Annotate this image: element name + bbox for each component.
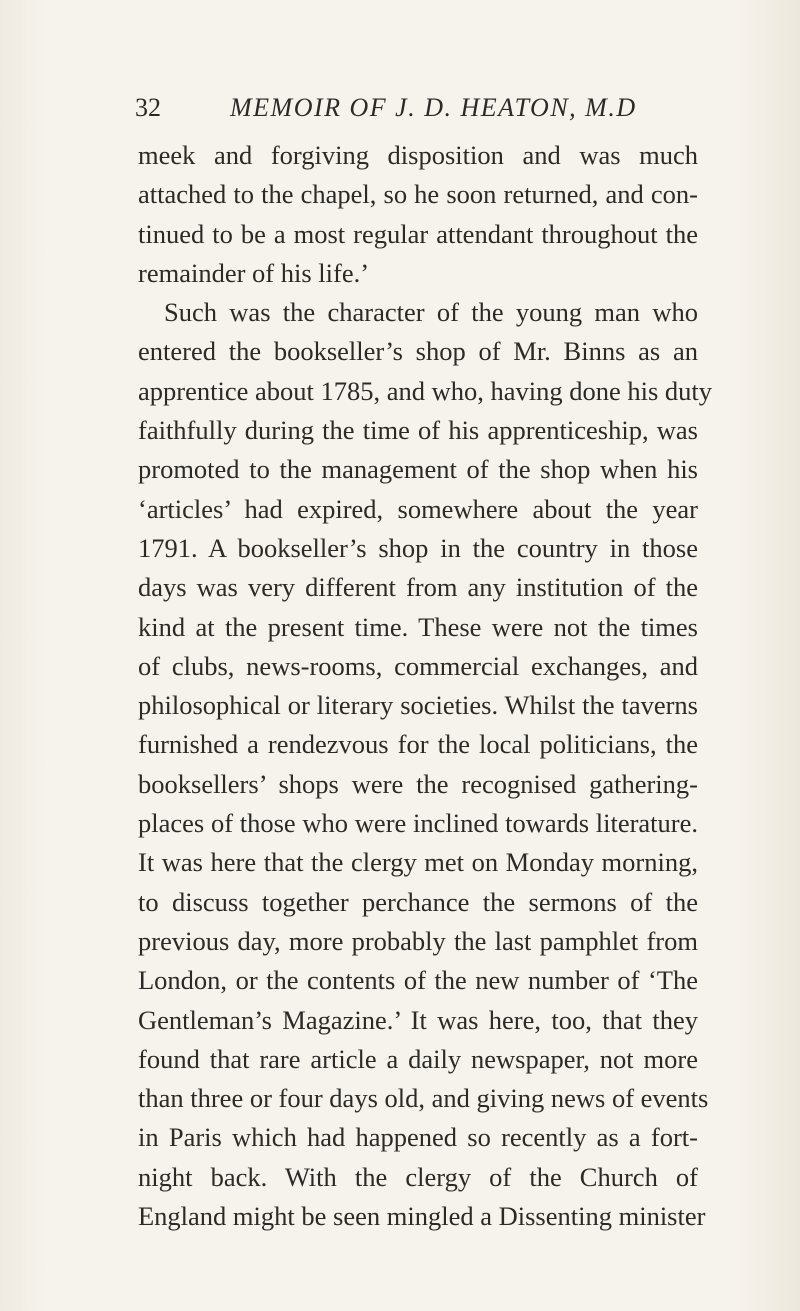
text-line: places of those who were inclined towards literature. bbox=[138, 808, 698, 839]
body-text bbox=[138, 136, 713, 1236]
text-line: booksellers’ shops were the recognised gathering- bbox=[138, 768, 698, 799]
text-line: meek and forgiving disposition and was much bbox=[138, 140, 698, 170]
page-number: 32 bbox=[135, 93, 161, 122]
text-line: kind at the present time. These were not the times bbox=[138, 611, 698, 642]
text-line: days was very different from any institution of the bbox=[138, 572, 698, 603]
text-line: ‘articles’ had expired, somewhere about the year bbox=[138, 493, 698, 524]
text-line: night back. With the clergy of the Church of bbox=[138, 1161, 698, 1192]
text-line: London, or the contents of the new number of ‘The bbox=[138, 965, 698, 996]
text-line: philosophical or literary societies. Whilst the taverns bbox=[138, 690, 698, 721]
text-line: to discuss together perchance the sermons of the bbox=[138, 886, 698, 917]
text-line: found that rare article a daily newspaper, not more bbox=[138, 1043, 698, 1074]
text-line: in Paris which had happened so recently as a fort- bbox=[138, 1122, 698, 1153]
text-line: 1791. A bookseller’s shop in the country in those bbox=[138, 532, 698, 563]
text-line: attached to the chapel, so he soon returned, and con- bbox=[138, 179, 698, 210]
text-line: England might be seen mingled a Dissenting minister bbox=[138, 1201, 706, 1232]
text-line: remainder of his life.’ bbox=[138, 257, 370, 288]
text-line: than three or four days old, and giving news of events bbox=[138, 1083, 709, 1114]
text-line: faithfully during the time of his apprenticeship, was bbox=[138, 415, 698, 446]
text-line: tinued to be a most regular attendant throughout the bbox=[138, 218, 698, 249]
text-line: It was here that the clergy met on Monday morning, bbox=[138, 847, 698, 878]
text-line: apprentice about 1785, and who, having done his duty bbox=[138, 375, 713, 406]
text-line: furnished a rendezvous for the local politicians, the bbox=[138, 729, 698, 760]
text-line: Gentleman’s Magazine.’ It was here, too, that they bbox=[138, 1004, 698, 1035]
paragraph-start-line: Such was the character of the young man who bbox=[164, 297, 698, 328]
text-line: promoted to the management of the shop when his bbox=[138, 454, 698, 485]
text-line: previous day, more probably the last pamphlet from bbox=[138, 925, 698, 956]
text-line: entered the bookseller’s shop of Mr. Binns as an bbox=[138, 336, 698, 367]
text-line: of clubs, news-rooms, commercial exchanges, and bbox=[138, 650, 698, 681]
running-title: MEMOIR OF J. D. HEATON, M.D bbox=[230, 93, 637, 122]
running-head bbox=[135, 92, 695, 124]
